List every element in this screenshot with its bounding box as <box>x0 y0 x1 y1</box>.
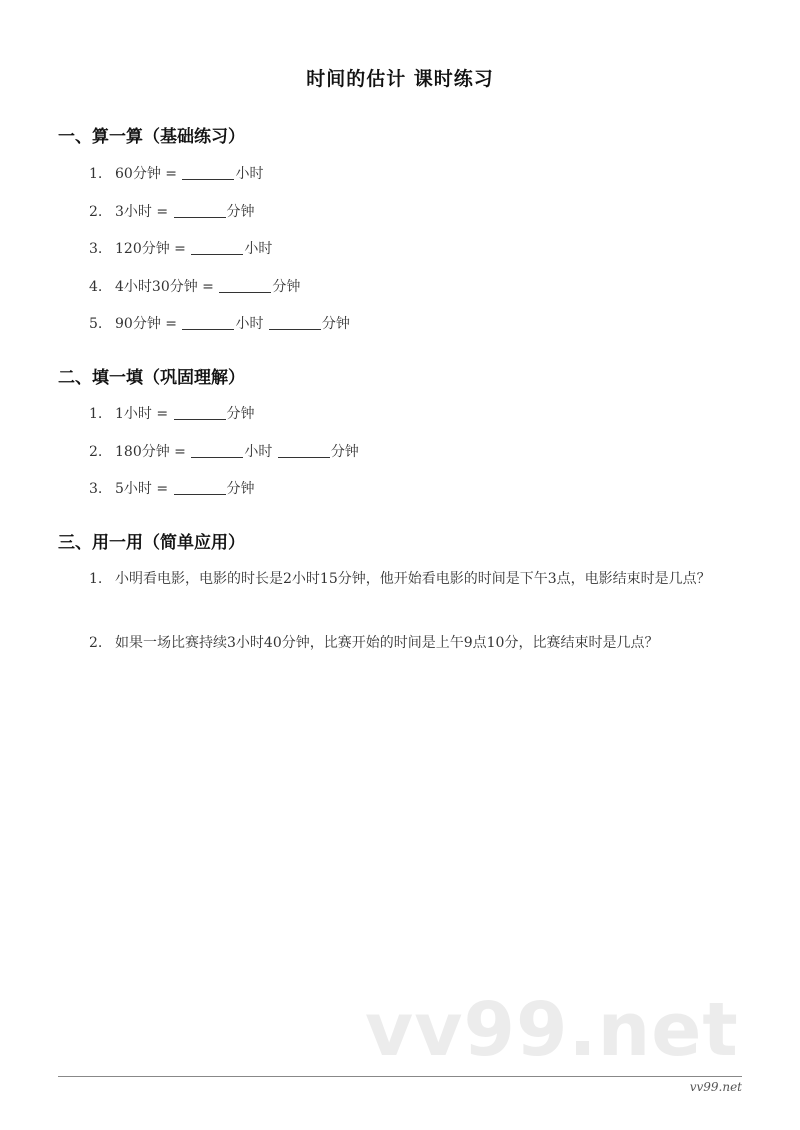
question-lead: 3小时 = <box>115 204 169 220</box>
problem-text: 小明看电影，电影的时长是2小时15分钟，他开始看电影的时间是下午3点，电影结束时是几点？ <box>115 571 711 587</box>
problem-text: 如果一场比赛持续3小时40分钟，比赛开始的时间是上午9点10分，比赛结束时是几点？ <box>115 635 659 651</box>
answer-blank[interactable] <box>191 443 243 458</box>
question-2-1 <box>89 404 255 424</box>
answer-blank[interactable] <box>182 165 234 180</box>
question-lead: 4小时30分钟 = <box>115 279 214 295</box>
answer-blank[interactable] <box>174 405 226 420</box>
question-number: 1. <box>89 406 103 422</box>
question-number: 1. <box>89 166 103 182</box>
word-problem-2 <box>58 630 748 656</box>
question-number: 2. <box>89 635 103 651</box>
question-1-3 <box>89 239 272 259</box>
word-problem-1 <box>58 566 748 592</box>
question-number: 3. <box>89 241 103 257</box>
question-lead: 5小时 = <box>115 481 169 497</box>
page-title: 时间的估计 课时练习 <box>306 68 494 90</box>
unit-label: 小时 <box>244 241 273 257</box>
question-lead: 180分钟 = <box>115 444 186 460</box>
unit-label: 分钟 <box>226 481 255 497</box>
question-number: 5. <box>89 316 103 332</box>
answer-blank[interactable] <box>269 315 321 330</box>
answer-blank[interactable] <box>174 203 226 218</box>
unit-label: 分钟 <box>272 279 301 295</box>
unit-label: 小时 <box>244 444 273 460</box>
answer-blank[interactable] <box>182 315 234 330</box>
question-lead: 60分钟 = <box>115 166 177 182</box>
question-number: 1. <box>89 571 103 587</box>
question-number: 2. <box>89 444 103 460</box>
unit-label: 分钟 <box>226 406 255 422</box>
question-1-1 <box>89 164 263 184</box>
footer-link[interactable]: vv99.net <box>689 1080 742 1094</box>
answer-blank[interactable] <box>174 480 226 495</box>
question-number: 3. <box>89 481 103 497</box>
unit-label: 小时 <box>235 316 264 332</box>
question-number: 4. <box>89 279 103 295</box>
answer-blank[interactable] <box>191 240 243 255</box>
footer-divider <box>58 1076 742 1077</box>
answer-blank[interactable] <box>278 443 330 458</box>
unit-label: 分钟 <box>330 444 359 460</box>
question-1-2 <box>89 202 255 222</box>
question-1-4 <box>89 277 300 297</box>
section-heading-consolidate: 二、填一填（巩固理解） <box>58 368 245 388</box>
question-number: 2. <box>89 204 103 220</box>
section-heading-apply: 三、用一用（简单应用） <box>58 533 245 553</box>
question-lead: 1小时 = <box>115 406 169 422</box>
watermark: vv99.net <box>365 987 739 1073</box>
unit-label: 分钟 <box>226 204 255 220</box>
question-lead: 120分钟 = <box>115 241 186 257</box>
question-1-5 <box>89 314 350 334</box>
question-2-2 <box>89 442 359 462</box>
question-2-3 <box>89 479 255 499</box>
answer-blank[interactable] <box>219 278 271 293</box>
section-heading-basic: 一、算一算（基础练习） <box>58 127 245 147</box>
question-lead: 90分钟 = <box>115 316 177 332</box>
unit-label: 分钟 <box>321 316 350 332</box>
unit-label: 小时 <box>235 166 264 182</box>
